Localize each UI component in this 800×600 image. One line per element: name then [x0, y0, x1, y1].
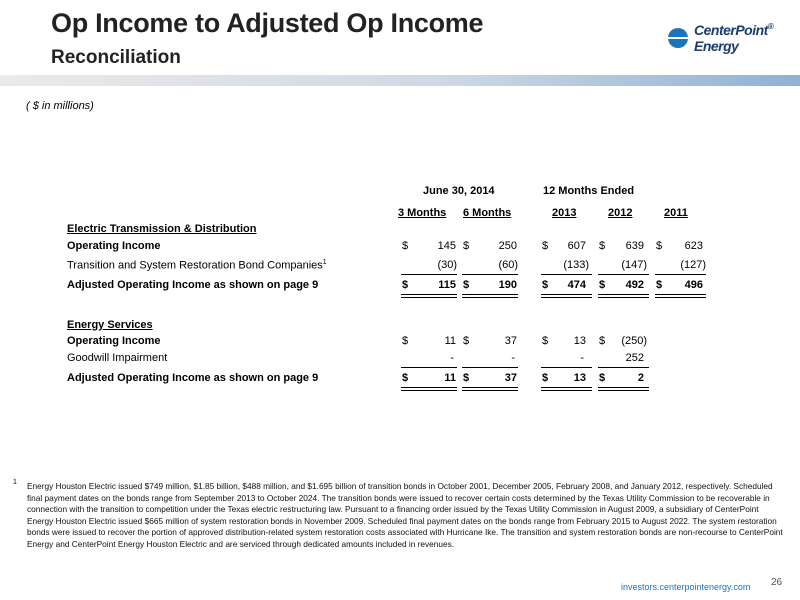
- total-double-line: [541, 294, 592, 298]
- table-cell: 190: [498, 279, 517, 291]
- table-cell: 13: [573, 335, 586, 347]
- total-double-line: [462, 387, 518, 391]
- es-operating-income-label: Operating Income: [67, 335, 161, 347]
- table-cell: (60): [498, 259, 518, 271]
- table-cell: 496: [684, 279, 703, 291]
- table-cell: 37: [504, 335, 517, 347]
- table-cell: -: [580, 352, 584, 364]
- dollar-sign: $: [402, 240, 409, 252]
- table-cell: (127): [680, 259, 706, 271]
- dollar-sign: $: [463, 279, 470, 291]
- table-cell: 623: [684, 240, 703, 252]
- group-header-12-months: 12 Months Ended: [543, 185, 635, 197]
- table-cell: 474: [567, 279, 586, 291]
- table-cell: 115: [438, 279, 456, 291]
- dollar-sign: $: [463, 335, 470, 347]
- etd-operating-income-label: Operating Income: [67, 240, 161, 252]
- total-double-line: [598, 294, 649, 298]
- total-double-line: [401, 387, 457, 391]
- total-double-line: [598, 387, 649, 391]
- table-cell: 13: [573, 372, 586, 384]
- dollar-sign: $: [542, 372, 549, 384]
- subtotal-line: [462, 367, 518, 368]
- subtotal-line: [598, 367, 649, 368]
- units-note: ( $ in millions): [26, 100, 94, 112]
- dollar-sign: $: [599, 335, 606, 347]
- logo-circle-icon: [668, 28, 688, 48]
- dollar-sign: $: [542, 240, 549, 252]
- subtotal-line: [541, 274, 592, 275]
- table-cell: 2: [637, 372, 644, 384]
- total-double-line: [462, 294, 518, 298]
- dollar-sign: $: [599, 240, 606, 252]
- table-cell: (133): [563, 259, 589, 271]
- table-cell: 11: [444, 372, 456, 384]
- table-cell: 607: [567, 240, 586, 252]
- col-header-2012: 2012: [608, 207, 633, 219]
- group-header-june-2014: June 30, 2014: [423, 185, 495, 197]
- col-header-2013: 2013: [552, 207, 577, 219]
- subtotal-line: [401, 274, 457, 275]
- dollar-sign: $: [656, 279, 663, 291]
- es-adjusted-label: Adjusted Operating Income as shown on page 9: [67, 372, 319, 384]
- subtotal-line: [541, 367, 592, 368]
- table-cell: 492: [625, 279, 644, 291]
- website-link[interactable]: investors.centerpointenergy.com: [621, 582, 751, 592]
- subtotal-line: [655, 274, 706, 275]
- dollar-sign: $: [402, 372, 409, 384]
- footnote-marker: 1: [13, 479, 17, 486]
- page-subtitle: Reconciliation: [51, 47, 181, 68]
- table-cell: 11: [444, 335, 456, 347]
- dollar-sign: $: [656, 240, 663, 252]
- es-goodwill-label: Goodwill Impairment: [67, 352, 168, 364]
- total-double-line: [541, 387, 592, 391]
- header-gradient-bar: [0, 75, 800, 86]
- table-cell: (147): [621, 259, 647, 271]
- page-title: Op Income to Adjusted Op Income: [51, 8, 484, 38]
- dollar-sign: $: [542, 335, 549, 347]
- footnote-text: Energy Houston Electric issued $749 million, $1.85 billion, $488 million, and $1.695 billion of transition bonds in October 2001, December 2005, February 2008, and January 2012, respectively. Scheduled final payment dates on the bonds range from September 2013 to October 2024. The transition bonds were issued to recover certain costs determined by the Texas Utility Commission to be recoverable in connection with the transition to competition under the Texas electric restructuring law. Pursuant to a financing order issued by the Texas Utility Commission in August 2009, a subsidiary of CenterPoint Energy Houston Electric issued $665 million of system restoration bonds in November 2009. Scheduled final payment dates on the bonds range from February 2015 to August 2022. The system restoration bonds were issued to recover the portion of approved distribution-related system restoration costs associated with Hurricane Ike. The transition and system restoration bonds are non-recourse to CenterPoint Energy and CenterPoint Energy Houston Electric and are serviced through dedicated amounts included in revenues.: [27, 481, 783, 549]
- table-cell: 639: [625, 240, 644, 252]
- page-number: 26: [771, 577, 783, 588]
- table-cell: 250: [498, 240, 517, 252]
- subtotal-line: [598, 274, 649, 275]
- table-cell: (250): [621, 335, 647, 347]
- table-cell: -: [450, 352, 454, 364]
- total-double-line: [401, 294, 457, 298]
- dollar-sign: $: [599, 372, 606, 384]
- total-double-line: [655, 294, 706, 298]
- table-cell: -: [511, 352, 515, 364]
- section-title-energy-services: Energy Services: [67, 319, 153, 331]
- col-header-3-months: 3 Months: [398, 207, 447, 219]
- logo-line1: CenterPoint®: [694, 22, 774, 38]
- col-header-6-months: 6 Months: [463, 207, 512, 219]
- col-header-2011: 2011: [664, 207, 688, 219]
- dollar-sign: $: [402, 279, 409, 291]
- table-cell: 252: [625, 352, 644, 364]
- table-cell: 145: [437, 240, 456, 252]
- section-title-etd: Electric Transmission & Distribution: [67, 223, 257, 235]
- centerpoint-logo: [668, 22, 788, 62]
- dollar-sign: $: [463, 240, 470, 252]
- etd-adjusted-label: Adjusted Operating Income as shown on page 9: [67, 279, 319, 291]
- dollar-sign: $: [402, 335, 409, 347]
- subtotal-line: [401, 367, 457, 368]
- dollar-sign: $: [599, 279, 606, 291]
- etd-bond-companies-label: Transition and System Restoration Bond Companies$^1$: [67, 259, 327, 272]
- subtotal-line: [462, 274, 518, 275]
- dollar-sign: $: [463, 372, 470, 384]
- logo-line2: Energy: [694, 38, 739, 54]
- table-cell: 37: [504, 372, 517, 384]
- table-cell: (30): [437, 259, 457, 271]
- dollar-sign: $: [542, 279, 549, 291]
